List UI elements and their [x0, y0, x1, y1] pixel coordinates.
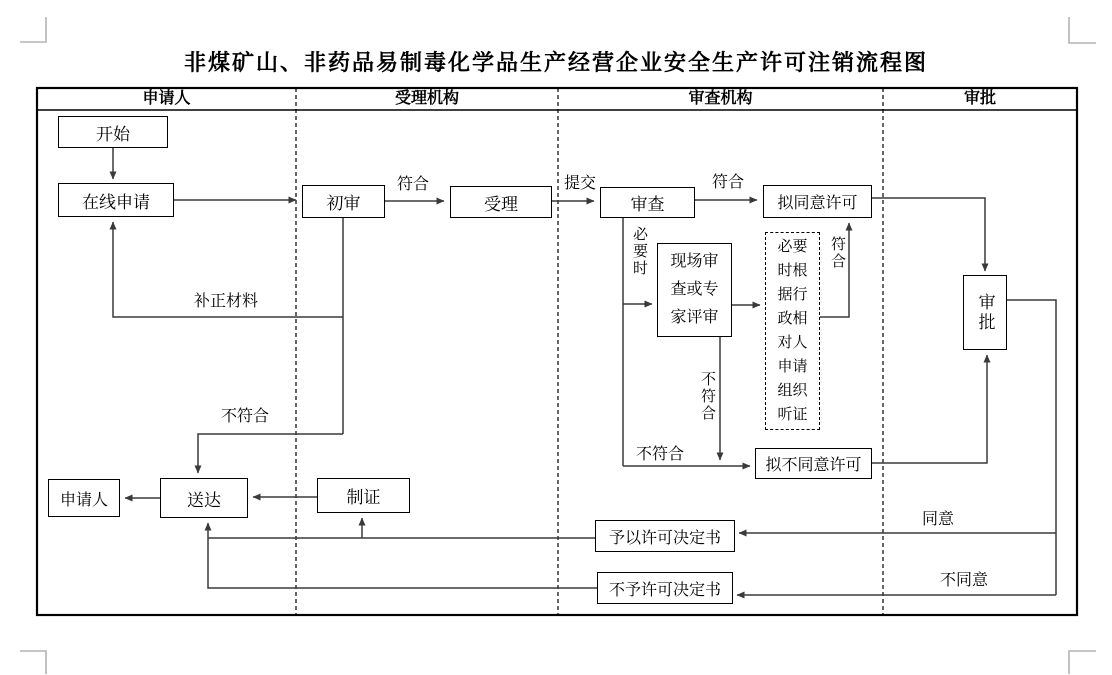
page-title: 非煤矿山、非药品易制毒化学品生产经营企业安全生产许可注销流程图: [183, 50, 928, 75]
node-deny-decision: 不予许可决定书: [597, 572, 733, 604]
node-start: 开始: [58, 116, 168, 148]
node-review: 审查: [600, 187, 695, 218]
edge-label-conform-from-hearing: 符合: [829, 236, 846, 270]
node-online-apply: 在线申请: [58, 183, 174, 217]
node-hearing-label: 必要时根据行政相对人申请组织听证: [777, 238, 808, 423]
node-applicant: 申请人: [48, 479, 120, 517]
edge-label-not-conform-from-onsite: 不符合: [699, 371, 716, 422]
edge-label-agree: 同意: [922, 511, 955, 528]
edge-label-conform-to-approve: 符合: [712, 174, 745, 191]
edge-label-not-conform-from-review: 不符合: [636, 446, 685, 463]
flow-connectors: [113, 148, 1056, 595]
node-approval-label: 审批: [975, 292, 995, 333]
edge-label-supplement-materials: 补正材料: [194, 293, 259, 310]
lane-header-approval: 审批: [963, 90, 996, 107]
diagram-border: [37, 88, 1077, 615]
crop-marks: [20, 17, 1096, 674]
edge-label-not-conform-to-deliver: 不符合: [221, 408, 270, 425]
node-propose-disapprove: 拟不同意许可: [755, 448, 872, 479]
edge-label-disagree: 不同意: [940, 572, 989, 589]
lane-header-applicant: 申请人: [142, 90, 191, 107]
lane-header-review-agency: 审查机构: [688, 90, 753, 107]
node-onsite-review: [657, 243, 732, 337]
node-propose-approve: 拟同意许可: [763, 185, 872, 218]
node-grant-decision: 予以许可决定书: [595, 520, 735, 552]
node-approval: [963, 275, 1007, 350]
edge-label-submit: 提交: [564, 175, 597, 192]
node-onsite-review-label: 现场审查或专家评审: [670, 253, 719, 326]
node-deliver: 送达: [160, 478, 248, 518]
edge-label-conform-to-accept: 符合: [397, 176, 430, 193]
edge-label-when-necessary: 必要时: [631, 226, 648, 277]
node-make-certificate: 制证: [317, 478, 410, 513]
node-preliminary-review: 初审: [302, 185, 385, 218]
node-accept: 受理: [450, 186, 552, 218]
node-hearing: [765, 232, 820, 430]
lane-header-accepting-agency: 受理机构: [394, 90, 459, 107]
